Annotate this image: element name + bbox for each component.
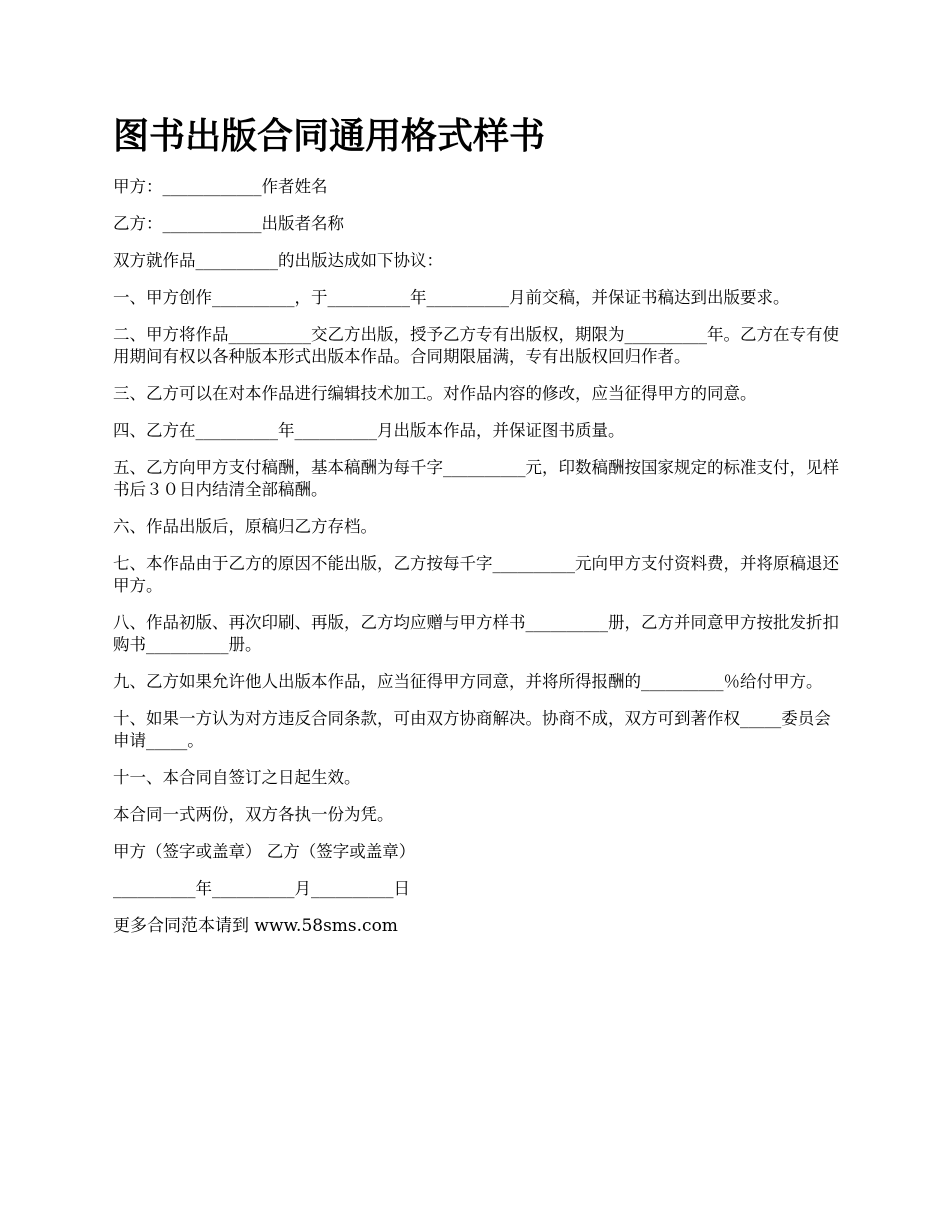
- clause-9: 九、乙方如果允许他人出版本作品，应当征得甲方同意，并将所得报酬的__________％给付甲方。: [113, 672, 823, 691]
- clause-4: 四、乙方在__________年__________月出版本作品，并保证图书质量。: [113, 421, 625, 440]
- clause-1: 一、甲方创作__________，于__________年__________月前交稿，并保证书稿达到出版要求。: [113, 288, 790, 307]
- contract-document: [113, 112, 843, 937]
- party-b-line: 乙方：____________出版者名称: [113, 214, 344, 233]
- clause-7: 七、本作品由于乙方的原因不能出版，乙方按每千字__________元向甲方支付资料费，并将原稿退还甲方。: [113, 554, 839, 595]
- copies-line: 本合同一式两份，双方各执一份为凭。: [113, 805, 394, 824]
- clause-6: 六、作品出版后，原稿归乙方存档。: [113, 517, 377, 536]
- signatures-line: 甲方（签字或盖章） 乙方（签字或盖章）: [113, 842, 416, 861]
- clause-5: 五、乙方向甲方支付稿酬，基本稿酬为每千字__________元，印数稿酬按国家规定的标准支付，见样书后３０日内结清全部稿酬。: [113, 458, 839, 499]
- document-title: 图书出版合同通用格式样书: [113, 115, 546, 157]
- clause-11: 十一、本合同自签订之日起生效。: [113, 768, 361, 787]
- clause-10: 十、如果一方认为对方违反合同条款，可由双方协商解决。协商不成，双方可到著作权_____委员会申请_____。: [113, 709, 831, 750]
- clause-8: 八、作品初版、再次印刷、再版，乙方均应赠与甲方样书__________册，乙方并同意甲方按批发折扣购书__________册。: [113, 613, 839, 654]
- intro-line: 双方就作品__________的出版达成如下协议：: [113, 251, 443, 270]
- clause-2: 二、甲方将作品__________交乙方出版，授予乙方专有出版权，期限为__________年。乙方在专有使用期间有权以各种版本形式出版本作品。合同期限届满，专有出版权回归作者。: [113, 325, 839, 366]
- date-line: __________年__________月__________日: [113, 879, 410, 898]
- more-templates-link[interactable]: 更多合同范本请到 www.58sms.com: [113, 916, 398, 936]
- clause-3: 三、乙方可以在对本作品进行编辑技术加工。对作品内容的修改，应当征得甲方的同意。: [113, 384, 757, 403]
- party-a-line: 甲方：____________作者姓名: [113, 177, 328, 196]
